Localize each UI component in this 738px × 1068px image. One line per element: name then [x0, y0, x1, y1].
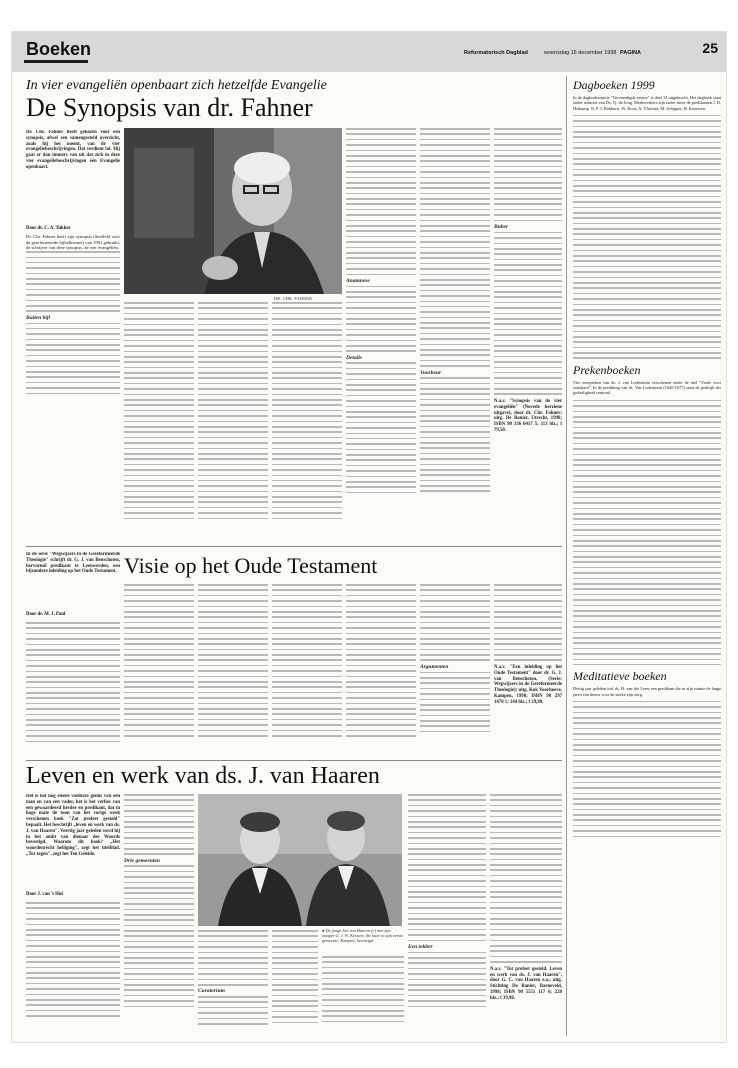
- article3-column-5: [322, 956, 404, 1034]
- van-haaren-photo: [198, 794, 402, 926]
- fahner-photo: [124, 128, 342, 294]
- article3-column-2: [124, 794, 194, 1034]
- article1-subhead-2: Details: [346, 354, 362, 361]
- article2-column-7: [494, 584, 562, 756]
- article2-column-1: [26, 622, 120, 756]
- article3-headline: Leven en werk van ds. J. van Haaren: [26, 763, 380, 789]
- article3-column-7: [490, 794, 562, 1034]
- date: woensdag 16 december 1998: [544, 50, 617, 56]
- article3-subhead-3: Een tekber: [408, 943, 433, 950]
- article2-column-4: [272, 584, 342, 756]
- article3-book-info: N.a.v. "Tot profeet gesteld. Leven en werk van ds. J. van Haaren", door G. C. van Haaren e.a.; uitg. Stichting De Banier, Barneveld, 1998; ISBN 90 5551 117 6; 220 blz.; f 39,90.: [490, 966, 562, 1001]
- sidebar-heading-dagboeken: Dagboeken 1999: [573, 78, 655, 92]
- article2-intro: In de serie "Wegwijzers in de Gereformeerde Theologie" schrijft dr. G. J. van Benschoten, hervormd predikant te Leeuwerden, een bijzondere inleiding op het Oude Testament.: [26, 552, 120, 575]
- section-underline: [24, 60, 88, 63]
- date-line: [544, 50, 641, 56]
- article2-column-6: [420, 584, 490, 756]
- article3-lead: Het is het nog steeds voelbare gemis van een man en van een vader, het is het verlies van een gewaardeerd herder en predikant, dat in hoge mate de toon van het vorige week verschenen boek "Zat profeet gesteld" bepaalt. Het beschrijft „leven en werk van ds. J. van Haaren". Veertig jaar geleden werd hij in het ambt van dienaar des Woords bevestigd. Waarom dit boek? „Het woordenrecht heiliging", zegt het titelblad. „Tot zegen", zegt het Ten Geleide.: [26, 794, 120, 857]
- article1-subhead-1: Buiten bijl: [26, 314, 50, 321]
- sidebar-heading-prekenboeken: Prekenboeken: [573, 362, 641, 377]
- sidebar-text-prekenboeken: Vier zeerpreken van ds. J. van Lodenstein verschenen onder de titel "Vrede voor zondaarn". In de prediking van ds. Van Lodenstein (1620-1677) staat de praktijk der godzaligheid centraal.: [573, 379, 721, 396]
- article1-column-4: [272, 302, 342, 540]
- article1-column-6: [420, 128, 490, 542]
- newspaper-page: [12, 32, 726, 1042]
- article2-book-info: N.a.v. "Een inleiding op het Oude Testament" door dr. G. J. van Benschoten, (Serie: Wegwijzers in de Gereformeerde Theologie); uitg. Kok Voorhoeve, Kampen, 1998; ISBN 90 297 1470 1; 144 blz.; f 29,90.: [494, 665, 562, 705]
- article1-byline: Door dr. C. A. Tukker: [26, 226, 71, 231]
- article3-column-4: [272, 930, 318, 1034]
- divider-article2: [26, 760, 562, 761]
- article3-subhead-1: Drie gemeenten: [124, 857, 160, 864]
- sidebar-text-meditatieve: Dertig jaar geleden trof ds. H. van der Leest een predikant die in zijn ruimte de lange jaren van dienst voor de sterke zijn zorg.: [573, 686, 721, 697]
- article2-byline: Door dr. M. J. Paul: [26, 612, 66, 617]
- sidebar-column: [566, 76, 721, 1036]
- article3-byline: Door J. van 't Hul: [26, 892, 63, 897]
- divider-article1: [26, 546, 562, 547]
- article2-subhead: Argumenten: [420, 663, 449, 670]
- fahner-photo-caption: DR. CHR. FAHNER: [274, 296, 313, 301]
- article2-column-5: [346, 584, 416, 756]
- masthead: [12, 32, 726, 72]
- article3-column-1: [26, 902, 120, 1034]
- article1-subhead-3: Anamnese: [346, 277, 370, 284]
- article2-column-2: [124, 584, 194, 756]
- page-number: 25: [702, 40, 718, 56]
- section-title: Boeken: [26, 39, 92, 59]
- article1-book-info: N.a.v. "Synopsis van de vier evangeliën" (Novede herziene uitgave), door dr. Chr. Fahner; uitg. De Banier, Utrecht, 1998; ISBN 90 336 0417 5; 113 blz.; f 79,50.: [494, 399, 562, 434]
- sidebar-text-dagboeken: In de dagboekenserie "Vervaardigde zeuwe" is deel 13 uitgebracht. Het dagboek staat onder redactie van Ds. Tj. de Jong. Medewerkers zijn onder meer de predikanten J. D. Heikamp, N. F. I. Bakhorst, W. Koos, A. Vlietstra, M. Schipper, H. Koerssen.: [573, 95, 721, 111]
- article1-lead: Dr. Chr. Fahner heeft gekozen voor een synopsis, afwel een samengesteld overzicht, zoals hij het noemt, van de vier evangeliebeschrijvingen. Dat verdient lof. Hij gaat er dan immers van uit dat zich in deze vier evangeliebeschrijvingen één Evangelie openbaart.: [26, 130, 120, 170]
- photo-bullet-icon: ●: [322, 928, 326, 933]
- article1-column-5: [346, 128, 416, 542]
- article1-column-7: [494, 128, 562, 542]
- article2-column-3: [198, 584, 268, 756]
- article3-subhead-2: Curatorium: [198, 988, 225, 995]
- van-haaren-photo-caption: ● De jonge Jan van Haaren (r.) met zijn zwager G. J. W. Kersten, die later in zijn eerste gemeente, Kampen, bevestigd.: [322, 928, 404, 944]
- article1-subhead-5: Buber: [494, 224, 509, 231]
- article1-column-3: [198, 302, 268, 540]
- paper-name: Reformatorisch Dagblad: [464, 50, 528, 56]
- article1-subhead-4: Voorbeur: [420, 369, 442, 376]
- article1-kicker: In vier evangeliën openbaart zich hetzelfde Evangelie: [26, 78, 327, 93]
- article1-column-2: [124, 302, 194, 540]
- article2-headline: Visie op het Oude Testament: [124, 553, 378, 578]
- article1-column-1: Dr. Chr. Fahner heeft zijn synopsis (Snelfeld voor de gereformeerde bijbelkenner) van 1991 gebruikt, de schrijver van deze synopsis, de vier evangeliën. Buiten bijl: [26, 234, 120, 542]
- article1-headline: De Synopsis van dr. Fahner: [26, 93, 313, 122]
- page-label: PAGINA: [620, 50, 641, 56]
- article3-column-6: [408, 794, 486, 1034]
- article3-column-3: [198, 930, 268, 1034]
- sidebar-heading-meditatieve: Meditatieve boeken: [573, 669, 667, 684]
